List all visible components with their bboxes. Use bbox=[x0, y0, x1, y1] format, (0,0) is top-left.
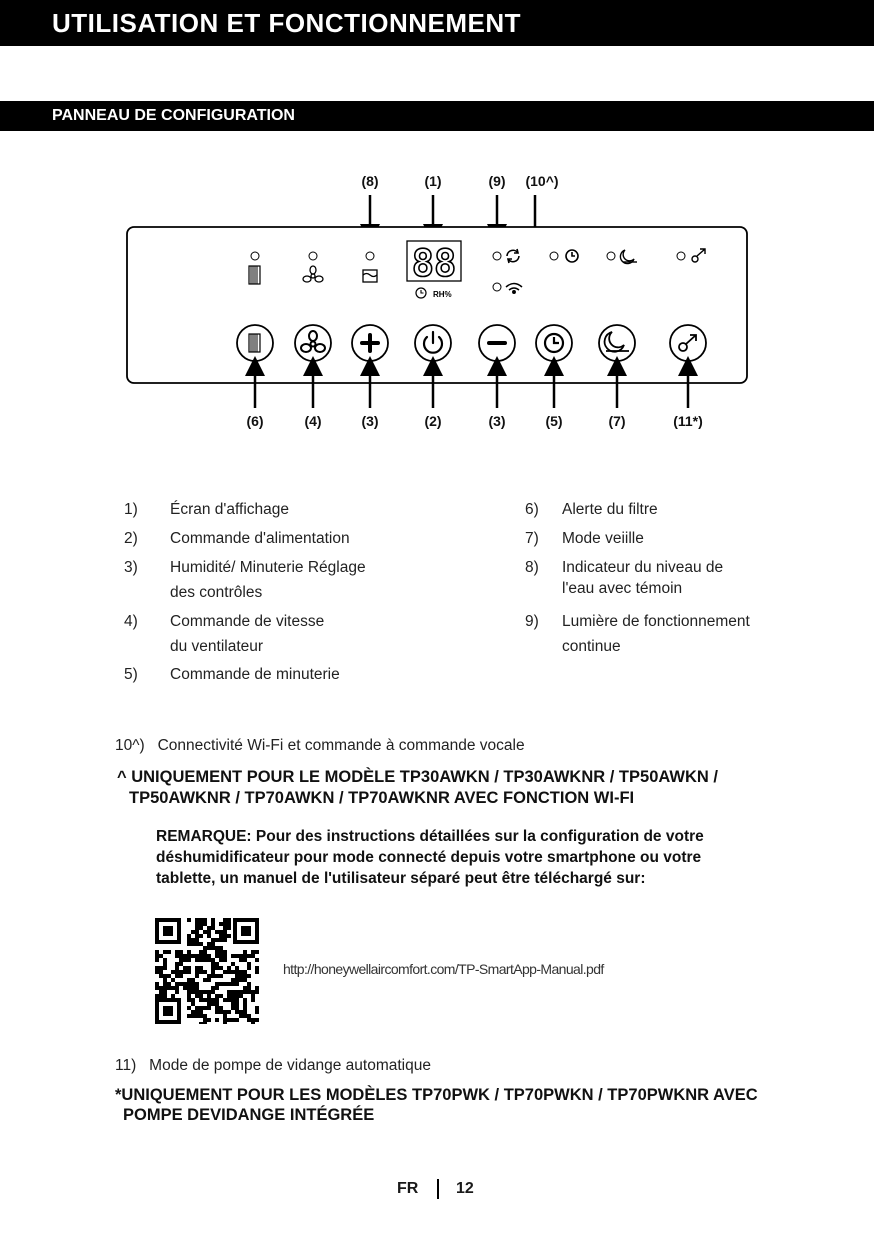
section-title: PANNEAU DE CONFIGURATION bbox=[52, 107, 295, 124]
note-wifi-connectivity: 10^) Connectivité Wi-Fi et commande à commande vocale bbox=[115, 737, 525, 754]
label-10: (10^) bbox=[525, 173, 559, 189]
qr-code bbox=[155, 918, 259, 1024]
label-1: (1) bbox=[424, 173, 442, 189]
label-3b: (3) bbox=[488, 413, 506, 429]
remarque-note: REMARQUE: Pour des instructions détaillées sur la configuration de votre déshumidificateur pour mode connecté depuis votre smartphone ou votre tablette, un manuel de l'utilisateur séparé peut être téléchargé sur: bbox=[156, 828, 704, 887]
pump-models-line2: POMPE DEVIDANGE INTÉGRÉE bbox=[123, 1106, 375, 1124]
filter-button-icon bbox=[249, 334, 260, 352]
footer-divider bbox=[437, 1179, 439, 1199]
label-2: (2) bbox=[424, 413, 442, 429]
display-digits: 88 bbox=[411, 242, 457, 285]
manual-url-link[interactable]: http://honeywellaircomfort.com/TP-SmartApp-Manual.pdf bbox=[283, 961, 604, 977]
page-number: 12 bbox=[456, 1180, 474, 1197]
display-unit: RH% bbox=[433, 290, 452, 299]
pump-models-line1: *UNIQUEMENT POUR LES MODÈLES TP70PWK / TP70PWKN / TP70PWKNR AVEC bbox=[115, 1086, 758, 1104]
label-8: (8) bbox=[361, 173, 379, 189]
footer-language: FR bbox=[397, 1180, 419, 1197]
label-5: (5) bbox=[545, 413, 563, 429]
page-title: UTILISATION ET FONCTIONNEMENT bbox=[52, 8, 521, 38]
label-9: (9) bbox=[488, 173, 506, 189]
label-7: (7) bbox=[608, 413, 626, 429]
wifi-models-line1: ^ UNIQUEMENT POUR LE MODÈLE TP30AWKN / TP30AWKNR / TP50AWKN / bbox=[117, 768, 718, 786]
label-11: (11*) bbox=[673, 413, 703, 429]
control-panel-diagram bbox=[0, 160, 874, 450]
label-6: (6) bbox=[246, 413, 264, 429]
note-pump-mode: 11) Mode de pompe de vidange automatique bbox=[115, 1057, 431, 1074]
label-4: (4) bbox=[304, 413, 322, 429]
wifi-models-line2: TP50AWKNR / TP70AWKN / TP70AWKNR AVEC FONCTION WI-FI bbox=[129, 789, 635, 807]
label-3a: (3) bbox=[361, 413, 379, 429]
filter-indicator-icon bbox=[249, 266, 260, 284]
